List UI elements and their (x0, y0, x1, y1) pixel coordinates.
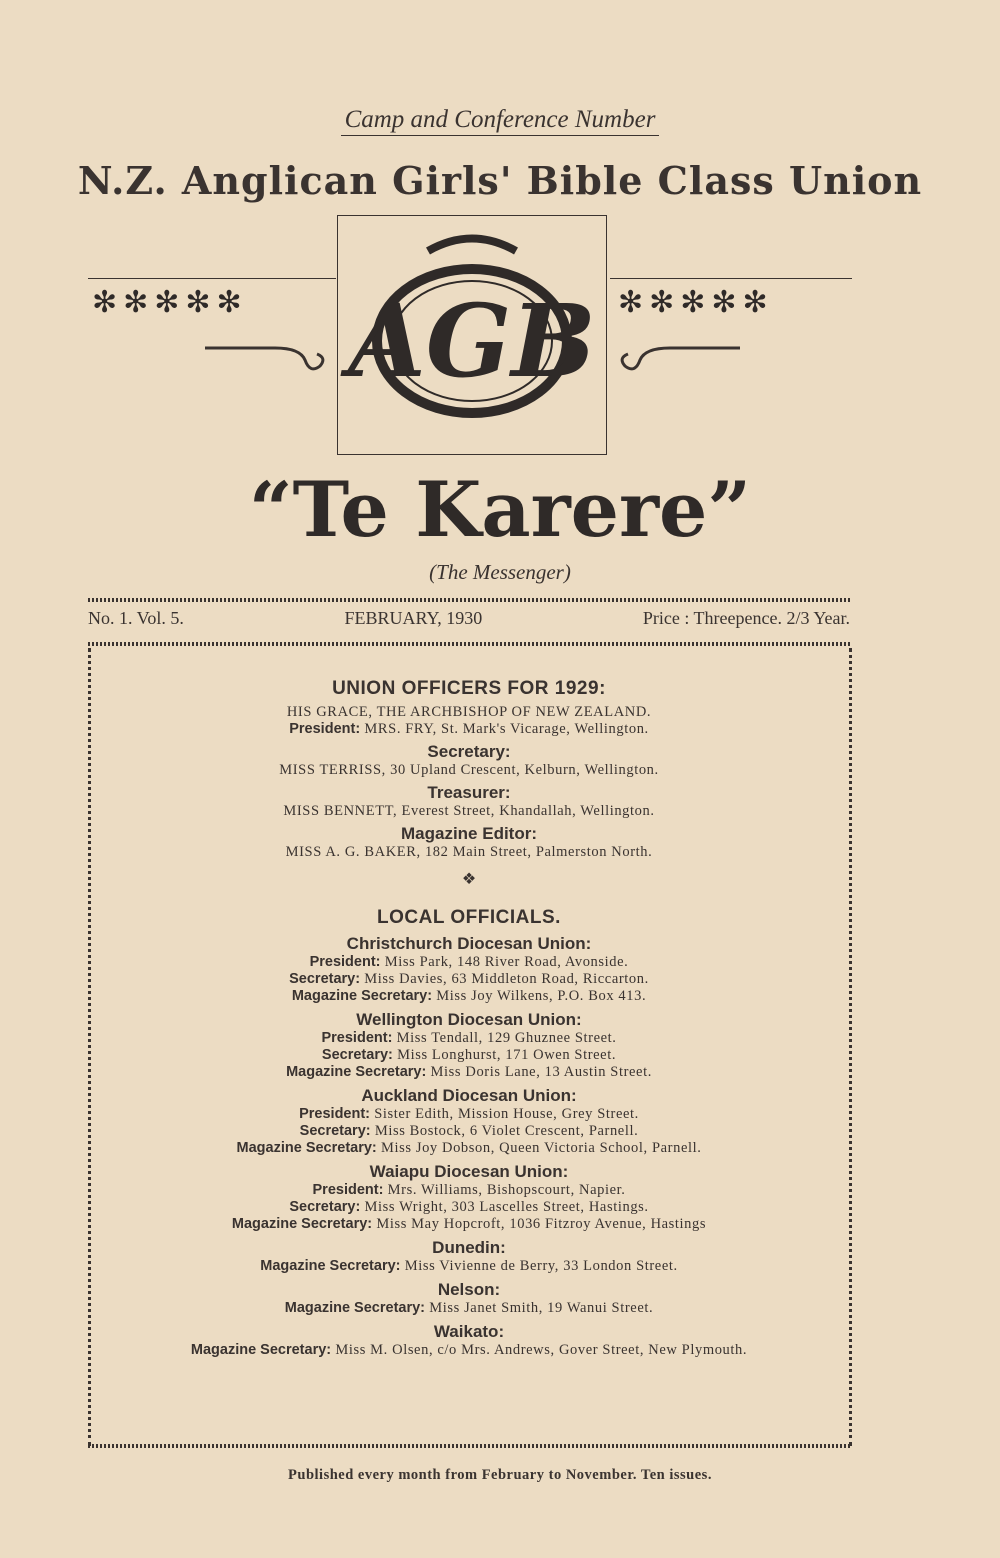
role-label: Magazine Secretary: (236, 1140, 377, 1156)
role-label: Magazine Secretary: (231, 1216, 373, 1232)
official-details: Miss Wright, 303 Lascelles Street, Hastings. (364, 1199, 649, 1215)
role-label: President: (309, 954, 381, 970)
official-details: Miss Joy Dobson, Queen Victoria School, Parnell. (381, 1140, 702, 1156)
union-president: President: MRS. FRY, St. Mark's Vicarage, Wellington. (289, 721, 649, 737)
official-row (88, 1182, 850, 1199)
role-label: Magazine Secretary: (190, 1342, 332, 1358)
publication-title: “Te Karere” (248, 465, 752, 554)
role-label: President: (299, 1106, 371, 1122)
role-label: Magazine Secretary: (286, 1064, 427, 1080)
union-secretary: MISS TERRISS, 30 Upland Crescent, Kelburn, Wellington. (279, 762, 659, 778)
dotted-rule (88, 598, 850, 602)
official-row (88, 1342, 850, 1359)
issue-price: Price : Threepence. 2/3 Year. (642, 608, 850, 628)
official-row (88, 971, 850, 988)
official-row (88, 1199, 850, 1216)
issue-date: FEBRUARY, 1930 (344, 608, 483, 628)
role-label: President: (321, 1030, 393, 1046)
union-heading: Waiapu Diocesan Union: (369, 1162, 569, 1181)
treasurer-heading: Treasurer: (427, 783, 511, 802)
publication-subtitle: (The Messenger) (429, 560, 571, 584)
official-details: Sister Edith, Mission House, Grey Street. (374, 1106, 639, 1122)
union-heading: Waikato: (433, 1322, 505, 1341)
role-label: Secretary: (299, 1123, 371, 1139)
publication-footer: Published every month from February to November. Ten issues. (288, 1467, 712, 1483)
union-heading: Christchurch Diocesan Union: (346, 934, 592, 953)
scroll-flourish-left (205, 340, 330, 380)
local-heading: LOCAL OFFICIALS. (377, 907, 561, 928)
role-label: Secretary: (289, 1199, 361, 1215)
official-details: Miss Doris Lane, 13 Austin Street. (430, 1064, 652, 1080)
magazine-editor: MISS A. G. BAKER, 182 Main Street, Palmerston North. (285, 844, 653, 860)
official-row (88, 1047, 850, 1064)
dotted-rule (88, 1444, 850, 1448)
official-details: Miss May Hopcroft, 1036 Fitzroy Avenue, Hastings (376, 1216, 707, 1232)
official-details: Mrs. Williams, Bishopscourt, Napier. (387, 1182, 626, 1198)
union-heading: Auckland Diocesan Union: (361, 1086, 577, 1105)
svg-text:AGB: AGB (348, 282, 596, 400)
official-row (88, 1030, 850, 1047)
official-row (88, 1123, 850, 1140)
official-details: Miss Longhurst, 171 Owen Street. (397, 1047, 617, 1063)
role-label: Secretary: (289, 971, 361, 987)
patron: HIS GRACE, THE ARCHBISHOP OF NEW ZEALAND. (286, 704, 652, 720)
official-details: Miss Janet Smith, 19 Wanui Street. (429, 1300, 654, 1316)
role-label: Magazine Secretary: (260, 1258, 401, 1274)
official-details: Miss Tendall, 129 Ghuznee Street. (396, 1030, 617, 1046)
role-label: Magazine Secretary: (291, 988, 433, 1004)
camp-conference-caption: Camp and Conference Number (0, 106, 1000, 134)
role-label: Magazine Secretary: (284, 1300, 425, 1316)
official-row (88, 1064, 850, 1081)
dotted-rule (88, 642, 850, 646)
officers-heading: UNION OFFICERS FOR 1929: (332, 678, 606, 699)
official-details: Miss Bostock, 6 Violet Crescent, Parnell. (374, 1123, 639, 1139)
rule-right (610, 278, 852, 279)
official-row (88, 1258, 850, 1275)
role-label: Secretary: (321, 1047, 393, 1063)
officers-content (88, 678, 850, 1359)
role-label: President: (312, 1182, 384, 1198)
union-heading: Dunedin: (432, 1238, 506, 1257)
official-row (88, 1300, 850, 1317)
scroll-flourish-right (615, 340, 740, 380)
union-heading: Nelson: (437, 1280, 501, 1299)
official-details: Miss Park, 148 River Road, Avonside. (384, 954, 629, 970)
union-heading: Wellington Diocesan Union: (356, 1010, 582, 1029)
agbc-monogram-logo (338, 216, 606, 454)
logo-frame (337, 215, 607, 455)
official-details: Miss Vivienne de Berry, 33 London Street. (404, 1258, 678, 1274)
official-row (88, 1106, 850, 1123)
rule-left (88, 278, 336, 279)
issue-info-line (88, 608, 850, 629)
official-row (88, 988, 850, 1005)
official-row (88, 1140, 850, 1157)
official-details: Miss Joy Wilkens, P.O. Box 413. (436, 988, 647, 1004)
issue-number: No. 1. Vol. 5. (88, 608, 184, 628)
official-details: Miss M. Olsen, c/o Mrs. Andrews, Gover Street, New Plymouth. (335, 1342, 748, 1358)
union-treasurer: MISS BENNETT, Everest Street, Khandallah, Wellington. (283, 803, 655, 819)
secretary-heading: Secretary: (427, 742, 511, 761)
official-details: Miss Davies, 63 Middleton Road, Riccarton. (364, 971, 649, 987)
local-unions-list (88, 934, 850, 1359)
official-row (88, 954, 850, 971)
editor-heading: Magazine Editor: (400, 824, 537, 843)
union-name: N.Z. Anglican Girls' Bible Class Union (77, 158, 923, 203)
divider-ornament: ❖ (461, 871, 477, 888)
ornament-right: ✻✻✻✻✻ (618, 286, 774, 319)
official-row (88, 1216, 850, 1233)
ornament-left: ✻✻✻✻✻ (92, 286, 248, 319)
